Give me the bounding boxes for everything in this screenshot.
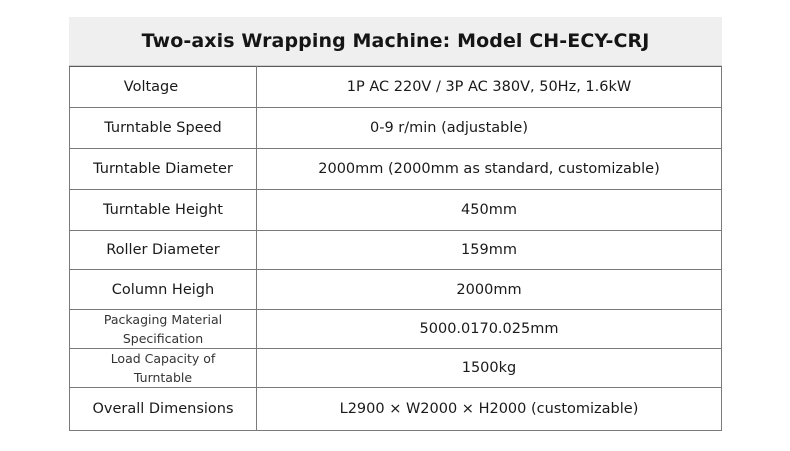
- value-text: L2900 × W2000 × H2000 (customizable): [339, 401, 639, 417]
- value-text: 450mm: [461, 202, 517, 218]
- table-row-turntable-height: [70, 190, 722, 231]
- table-row-turntable-speed: [70, 108, 722, 149]
- table-row-column-height: [70, 270, 722, 310]
- label-text: Overall Dimensions: [92, 401, 234, 417]
- row-value: [257, 231, 722, 270]
- spec-table: [69, 66, 722, 431]
- row-value: [257, 67, 722, 108]
- label-text: Roller Diameter: [106, 242, 220, 258]
- value-text: 2000mm: [456, 281, 522, 298]
- page-title: Two-axis Wrapping Machine: Model CH-ECY-CRJ: [141, 30, 650, 52]
- title-bar: [69, 17, 722, 66]
- spec-sheet: [69, 17, 722, 431]
- row-label: [70, 108, 257, 149]
- row-label: [70, 231, 257, 270]
- row-label: [70, 388, 257, 431]
- table-row-packaging-material: [70, 310, 722, 349]
- row-value: [257, 149, 722, 190]
- label-text: Turntable Speed: [104, 120, 222, 136]
- table-row-overall-dimensions: [70, 388, 722, 431]
- row-label: [70, 149, 257, 190]
- table-row-voltage: [70, 67, 722, 108]
- row-label: [70, 190, 257, 231]
- label-text: Voltage: [123, 79, 179, 95]
- value-text: 2000mm (2000mm as standard, customizable): [318, 161, 660, 177]
- row-value: [257, 108, 722, 149]
- label-text: Column Heigh: [111, 281, 215, 298]
- row-value: [257, 388, 722, 431]
- value-text: 5000.0170.025mm: [419, 321, 559, 337]
- row-label: [70, 270, 257, 310]
- row-label: [70, 310, 257, 349]
- label-line-2: Turntable: [133, 370, 193, 385]
- label-text: Turntable Diameter: [93, 161, 233, 177]
- label-line-1: Load Capacity of: [110, 351, 216, 366]
- table-row-turntable-diameter: [70, 149, 722, 190]
- row-label: [70, 67, 257, 108]
- value-text: 1P AC 220V / 3P AC 380V, 50Hz, 1.6kW: [346, 79, 632, 95]
- label-line-1: Packaging Material: [103, 312, 223, 327]
- table-row-roller-diameter: [70, 231, 722, 270]
- value-text: 1500kg: [461, 360, 517, 376]
- row-value: [257, 270, 722, 310]
- value-text: 159mm: [461, 242, 517, 258]
- label-line-2: Specification: [122, 331, 204, 346]
- row-value: [257, 190, 722, 231]
- value-text: 0-9 r/min (adjustable): [370, 120, 528, 136]
- row-label: [70, 349, 257, 388]
- row-value: [257, 310, 722, 349]
- label-text: Turntable Height: [102, 202, 223, 218]
- row-value: [257, 349, 722, 388]
- table-row-load-capacity: [70, 349, 722, 388]
